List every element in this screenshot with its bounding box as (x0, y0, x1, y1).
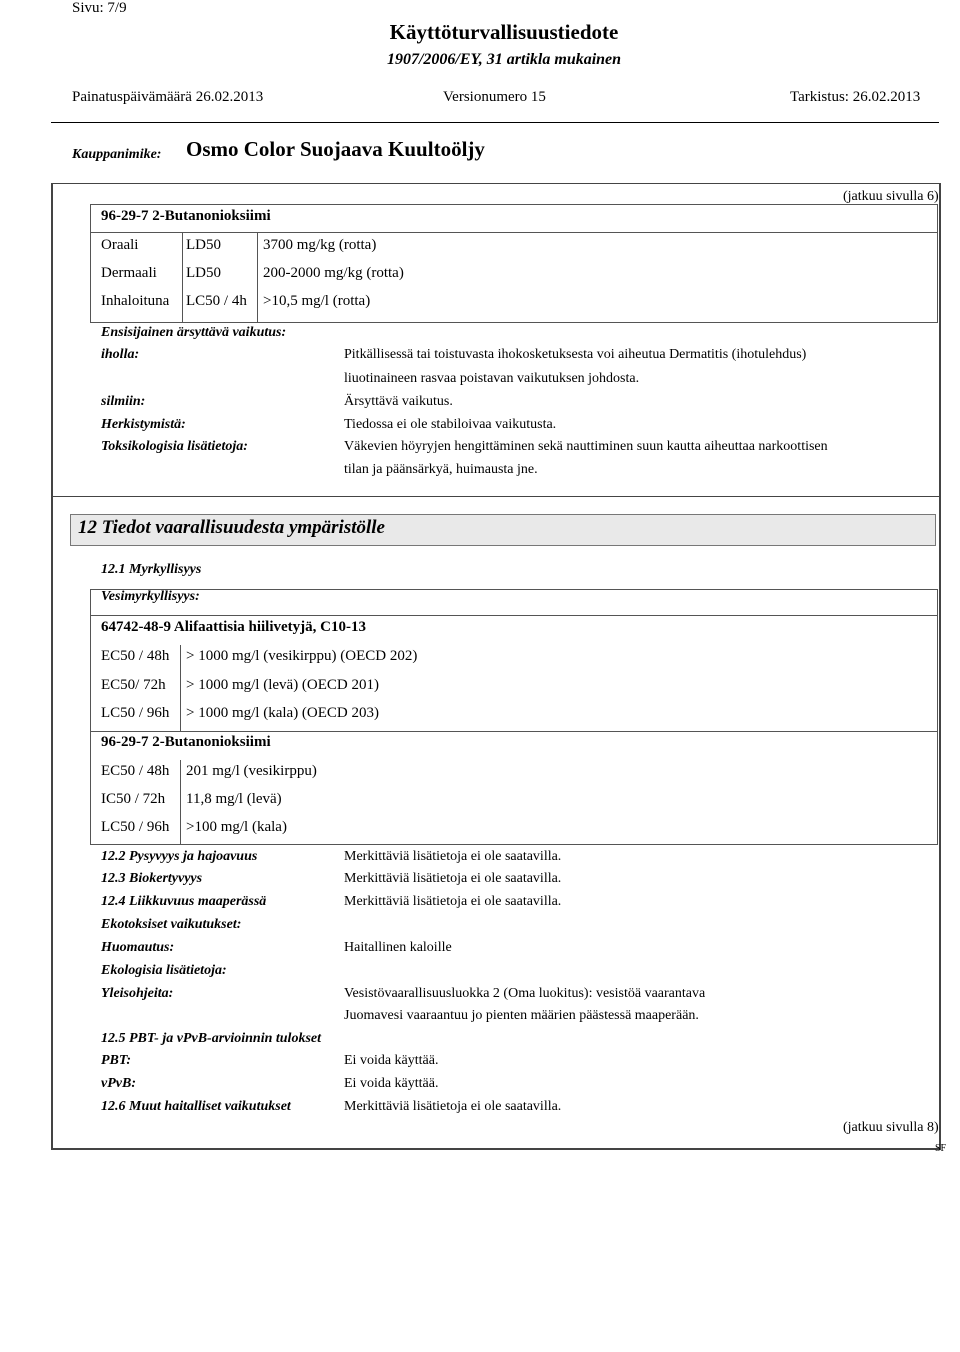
document-subtitle: 1907/2006/EY, 31 artikla mukainen (386, 51, 622, 68)
vpvb-label: vPvB: (101, 1076, 136, 1091)
sensitization-label: Herkistymistä: (101, 417, 186, 432)
skin-label: iholla: (101, 347, 140, 362)
tox-value: 200-2000 mg/kg (rotta) (263, 265, 404, 281)
eyes-text: Ärsyttävä vaikutus. (344, 394, 453, 409)
document-title: Käyttöturvallisuustiedote (389, 20, 619, 44)
sensitization-text: Tiedossa ei ole stabiloivaa vaikutusta. (344, 417, 557, 432)
section-12-title: 12 Tiedot vaarallisuudesta ympäristölle (78, 517, 385, 538)
aquatic-value: > 1000 mg/l (levä) (OECD 201) (186, 677, 380, 693)
note-text: Haitallinen kaloille (344, 940, 452, 955)
tox-endpoint: LD50 (186, 265, 221, 281)
persistence-label: 12.2 Pysyvyys ja hajoavuus (101, 849, 258, 864)
other-effects-label: 12.6 Muut haitalliset vaikutukset (101, 1099, 291, 1114)
tox-value: >10,5 mg/l (rotta) (263, 293, 371, 309)
trade-name: Osmo Color Suojaava Kuultoöljy (186, 137, 485, 161)
bioaccumulation-text: Merkittäviä lisätietoja ei ole saatavilla. (344, 871, 562, 886)
skin-text-cont: liuotinaineen rasvaa poistavan vaikutuksen johdosta. (344, 371, 640, 386)
aquatic-endpoint: EC50 / 48h (101, 648, 170, 664)
general-notes-text: Vesistövaarallisuusluokka 2 (Oma luokitus): vesistöä vaarantava (344, 986, 706, 1001)
aquatic-value: > 1000 mg/l (vesikirppu) (OECD 202) (186, 648, 418, 664)
aquatic-value: 201 mg/l (vesikirppu) (186, 763, 317, 779)
tox-endpoint: LC50 / 4h (186, 293, 247, 309)
trade-name-label: Kauppanimike: (72, 147, 162, 162)
tox-value: 3700 mg/kg (rotta) (263, 237, 377, 253)
aquatic-endpoint: EC50/ 72h (101, 677, 166, 693)
aquatic-endpoint: LC50 / 96h (101, 705, 170, 721)
pbt-text: Ei voida käyttää. (344, 1053, 439, 1068)
continued-to-note: (jatkuu sivulla 8) (843, 1120, 939, 1135)
aquatic-value: >100 mg/l (kala) (186, 819, 287, 835)
persistence-text: Merkittäviä lisätietoja ei ole saatavilla. (344, 849, 562, 864)
aquatic-endpoint: IC50 / 72h (101, 791, 166, 807)
tox-route: Dermaali (101, 265, 157, 281)
tox-additional-label: Toksikologisia lisätietoja: (101, 439, 248, 454)
pbt-heading: 12.5 PBT- ja vPvB-arvioinnin tulokset (101, 1031, 321, 1046)
tox-route: Inhaloituna (101, 293, 170, 309)
tox-route: Oraali (101, 237, 139, 253)
toxicity-heading: 12.1 Myrkyllisyys (101, 562, 202, 577)
revision-date: Tarkistus: 26.02.2013 (790, 89, 921, 105)
ecotoxic-effects-label: Ekotoksiset vaikutukset: (101, 917, 242, 932)
other-effects-text: Merkittäviä lisätietoja ei ole saatavilla. (344, 1099, 562, 1114)
aquatic-endpoint: EC50 / 48h (101, 763, 170, 779)
aquatic-endpoint: LC50 / 96h (101, 819, 170, 835)
continued-from-note: (jatkuu sivulla 6) (843, 189, 939, 204)
aquatic-substance-1-name: 64742-48-9 Alifaattisia hiilivetyjä, C10-13 (101, 619, 366, 635)
aquatic-toxicity-label: Vesimyrkyllisyys: (101, 589, 200, 604)
language-mark: SF (935, 1143, 947, 1154)
general-notes-label: Yleisohjeita: (101, 986, 174, 1001)
header-divider (51, 122, 939, 123)
bioaccumulation-label: 12.3 Biokertyvyys (101, 871, 203, 886)
aquatic-value: 11,8 mg/l (levä) (186, 791, 282, 807)
general-notes-text-cont: Juomavesi vaaraantuu jo pienten määrien päästessä maaperään. (344, 1008, 699, 1023)
note-label: Huomautus: (101, 940, 175, 955)
aquatic-value: > 1000 mg/l (kala) (OECD 203) (186, 705, 380, 721)
aquatic-substance-2-name: 96-29-7 2-Butanonioksiimi (101, 734, 271, 750)
tox-additional-text-cont: tilan ja päänsärkyä, huimausta jne. (344, 462, 538, 477)
tox-substance-name: 96-29-7 2-Butanonioksiimi (101, 208, 271, 224)
page-number: Sivu: 7/9 (72, 0, 127, 16)
skin-text: Pitkällisessä tai toistuvasta ihokosketuksesta voi aiheutua Dermatitis (ihotulehdus) (344, 347, 807, 362)
version-number: Versionumero 15 (443, 89, 546, 105)
tox-additional-text: Väkevien höyryjen hengittäminen sekä nauttiminen suun kautta aiheuttaa narkoottisen (344, 439, 828, 454)
mobility-label: 12.4 Liikkuvuus maaperässä (101, 894, 267, 909)
ecological-info-label: Ekologisia lisätietoja: (101, 963, 227, 978)
mobility-text: Merkittäviä lisätietoja ei ole saatavilla. (344, 894, 562, 909)
tox-endpoint: LD50 (186, 237, 221, 253)
vpvb-text: Ei voida käyttää. (344, 1076, 439, 1091)
print-date: Painatuspäivämäärä 26.02.2013 (72, 89, 264, 105)
eyes-label: silmiin: (101, 394, 146, 409)
pbt-label: PBT: (101, 1053, 132, 1068)
irritant-heading: Ensisijainen ärsyttävä vaikutus: (101, 325, 287, 340)
